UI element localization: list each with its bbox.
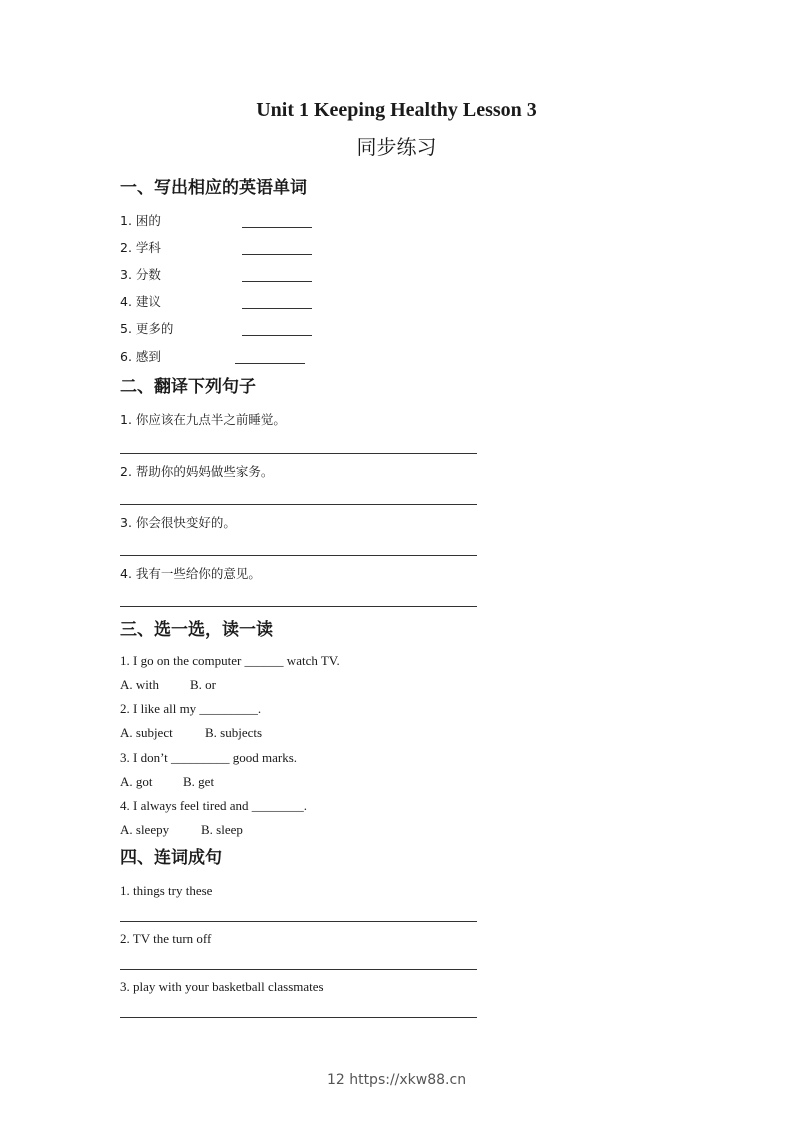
- option-b[interactable]: B. or: [190, 677, 216, 692]
- section1-item: 3. 分数: [120, 267, 161, 282]
- answer-line[interactable]: [120, 921, 477, 922]
- option-a[interactable]: A. with: [120, 677, 159, 692]
- answer-line[interactable]: [120, 453, 477, 454]
- section4-heading: 四、连词成句: [120, 848, 222, 868]
- section2-item: 3. 你会很快变好的。: [120, 515, 236, 530]
- answer-blank[interactable]: [242, 308, 312, 309]
- section1-heading: 一、写出相应的英语单词: [120, 178, 307, 198]
- answer-line[interactable]: [120, 555, 477, 556]
- question-text: 2. I like all my _________.: [120, 701, 262, 716]
- option-a[interactable]: A. sleepy: [120, 822, 170, 837]
- answer-blank[interactable]: [242, 335, 312, 336]
- page-footer: 12 https://xkw88.cn: [326, 1072, 467, 1088]
- answer-line[interactable]: [120, 606, 477, 607]
- worksheet-subtitle: 同步练习: [356, 135, 437, 159]
- worksheet-title: Unit 1 Keeping Healthy Lesson 3: [256, 99, 537, 121]
- option-b[interactable]: B. get: [183, 774, 215, 789]
- section1-item: 4. 建议: [120, 294, 161, 309]
- question-text: 1. I go on the computer ______ watch TV.: [120, 653, 340, 668]
- answer-blank[interactable]: [242, 227, 312, 228]
- question-text: 4. I always feel tired and ________.: [120, 798, 308, 813]
- section2-item: 1. 你应该在九点半之前睡觉。: [120, 412, 286, 427]
- answer-line[interactable]: [120, 504, 477, 505]
- section4-item: 3. play with your basketball classmates: [120, 979, 324, 994]
- answer-blank[interactable]: [242, 254, 312, 255]
- answer-blank[interactable]: [242, 281, 312, 282]
- option-b[interactable]: B. sleep: [201, 822, 243, 837]
- section4-item: 2. TV the turn off: [120, 931, 212, 946]
- section2-item: 4. 我有一些给你的意见。: [120, 566, 261, 581]
- option-b[interactable]: B. subjects: [205, 725, 263, 740]
- answer-line[interactable]: [120, 969, 477, 970]
- answer-blank[interactable]: [235, 363, 305, 364]
- option-a[interactable]: A. got: [120, 774, 153, 789]
- section4-item: 1. things try these: [120, 883, 213, 898]
- section2-item: 2. 帮助你的妈妈做些家务。: [120, 464, 274, 479]
- section1-item: 6. 感到: [120, 349, 161, 364]
- section2-heading: 二、翻译下列句子: [120, 377, 256, 397]
- section3-heading: 三、选一选，读一读: [120, 620, 273, 640]
- section1-item: 2. 学科: [120, 240, 161, 255]
- question-text: 3. I don’t _________ good marks.: [120, 750, 298, 765]
- answer-line[interactable]: [120, 1017, 477, 1018]
- option-a[interactable]: A. subject: [120, 725, 173, 740]
- section1-item: 5. 更多的: [120, 321, 174, 336]
- section1-item: 1. 困的: [120, 213, 161, 228]
